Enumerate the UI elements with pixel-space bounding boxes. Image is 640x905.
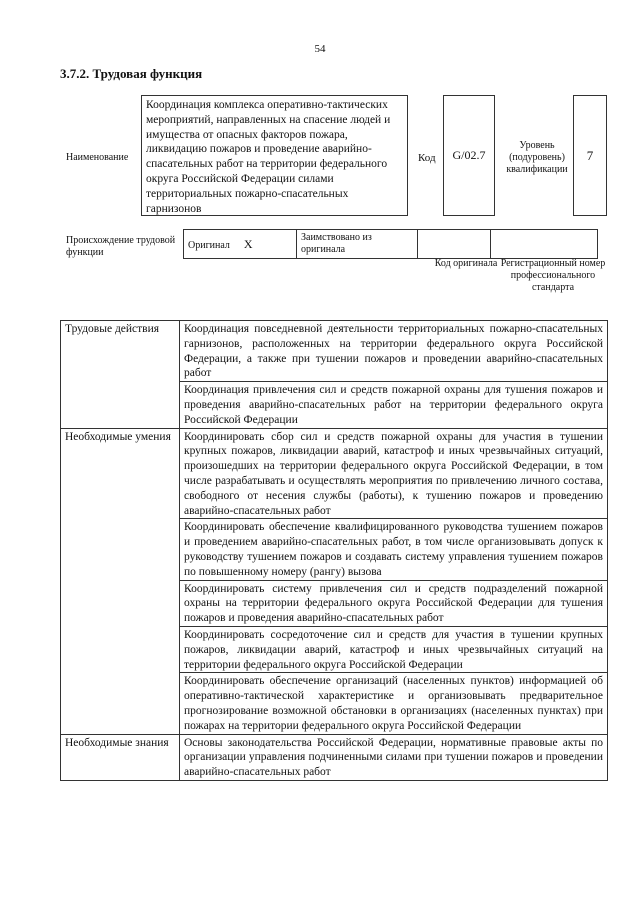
skill-item: Координировать систему привлечения сил и средств подразделений пожарной охраны на территории федерального округа Российской Федерации для тушения пожаров и проведения аварийно-спасательных работ	[180, 580, 608, 626]
original-label: Оригинал	[188, 240, 230, 251]
level-value-box	[573, 95, 607, 216]
knowledge-label: Необходимые знания	[61, 734, 180, 780]
labor-action-item: Координация повседневной деятельности территориальных пожарно-спасательных гарнизонов, расположенных на территории федерального округа Российской Федерации, а также при тушении пожаров и проведении аварийно-спасательных работ	[180, 321, 608, 382]
code-value-box	[443, 95, 495, 216]
original-code-cell	[418, 230, 491, 259]
original-code-caption: Код оригинала	[434, 258, 498, 269]
knowledge-item: Основы законодательства Российской Федерации, нормативные правовые акты по организации управления подчиненными силами при тушении пожаров и проведении аварийно-спасательных работ	[180, 734, 608, 780]
function-name-box: Координация комплекса оперативно-тактических мероприятий, направленных на спасение людей и имущества от опасных факторов пожара, ликвидацию пожаров и проведение аварийно-спасательных работ на территории федерального округа Российской Федерации силами территориальных пожарно-спасательных гарнизонов	[141, 95, 408, 216]
original-mark: X	[243, 237, 253, 251]
section-title: 3.7.2. Трудовая функция	[60, 66, 203, 81]
borrowed-label: Заимствовано из оригинала	[297, 230, 418, 259]
reg-number-caption: Регистрационный номер профессионального стандарта	[500, 258, 606, 293]
code-label: Код	[418, 152, 436, 164]
table-row	[61, 428, 608, 519]
name-label: Наименование	[66, 152, 129, 163]
labor-action-item: Координация привлечения сил и средств пожарной охраны для тушения пожаров и проведения аварийно-спасательных работ на территории федерального округа Российской Федерации	[180, 382, 608, 428]
table-row	[61, 734, 608, 780]
skill-item: Координировать сбор сил и средств пожарной охраны для участия в тушении крупных пожаров, ликвидации аварий, катастроф и иных чрезвычайных ситуаций, произошедших на территории федерального округа Российской Федерации, в том числе разрабатывать и осуществлять мероприятия по привлечению личного состава, свободного от несения службы (работы), к тушению пожаров и проведению аварийно-спасательных работ	[180, 428, 608, 519]
level-value: 7	[586, 147, 594, 163]
page-number: 54	[314, 43, 326, 55]
table-row	[61, 321, 608, 382]
original-cell	[184, 230, 297, 259]
code-value: G/02.7	[452, 148, 486, 162]
origin-label: Происхождение трудовой функции	[66, 235, 176, 258]
origin-table	[183, 229, 598, 259]
skill-item: Координировать сосредоточение сил и средств для участия в тушении крупных пожаров, ликвидации аварий, катастроф и иных чрезвычайных ситуаций на территории федерального округа Российской Федерации	[180, 626, 608, 672]
skill-item: Координировать обеспечение организаций (населенных пунктов) информацией об оперативно-тактической характеристике и организовывать предварительное прогнозирование возможной обстановки в организациях (населенных пунктах) при пожарах на территории федерального округа Российской Федерации	[180, 673, 608, 734]
labor-actions-label: Трудовые действия	[61, 321, 180, 429]
skills-label: Необходимые умения	[61, 428, 180, 734]
level-label: Уровень (подуровень) квалификации	[506, 140, 568, 175]
skill-item: Координировать обеспечение квалифицированного руководства тушением пожаров и проведением аварийно-спасательных работ, в том числе организовывать допуск к руководству тушением пожаров и создавать систему управления тушением пожаров по повышенному номеру (рангу) вызова	[180, 519, 608, 580]
function-table	[60, 320, 608, 781]
reg-number-cell	[491, 230, 598, 259]
